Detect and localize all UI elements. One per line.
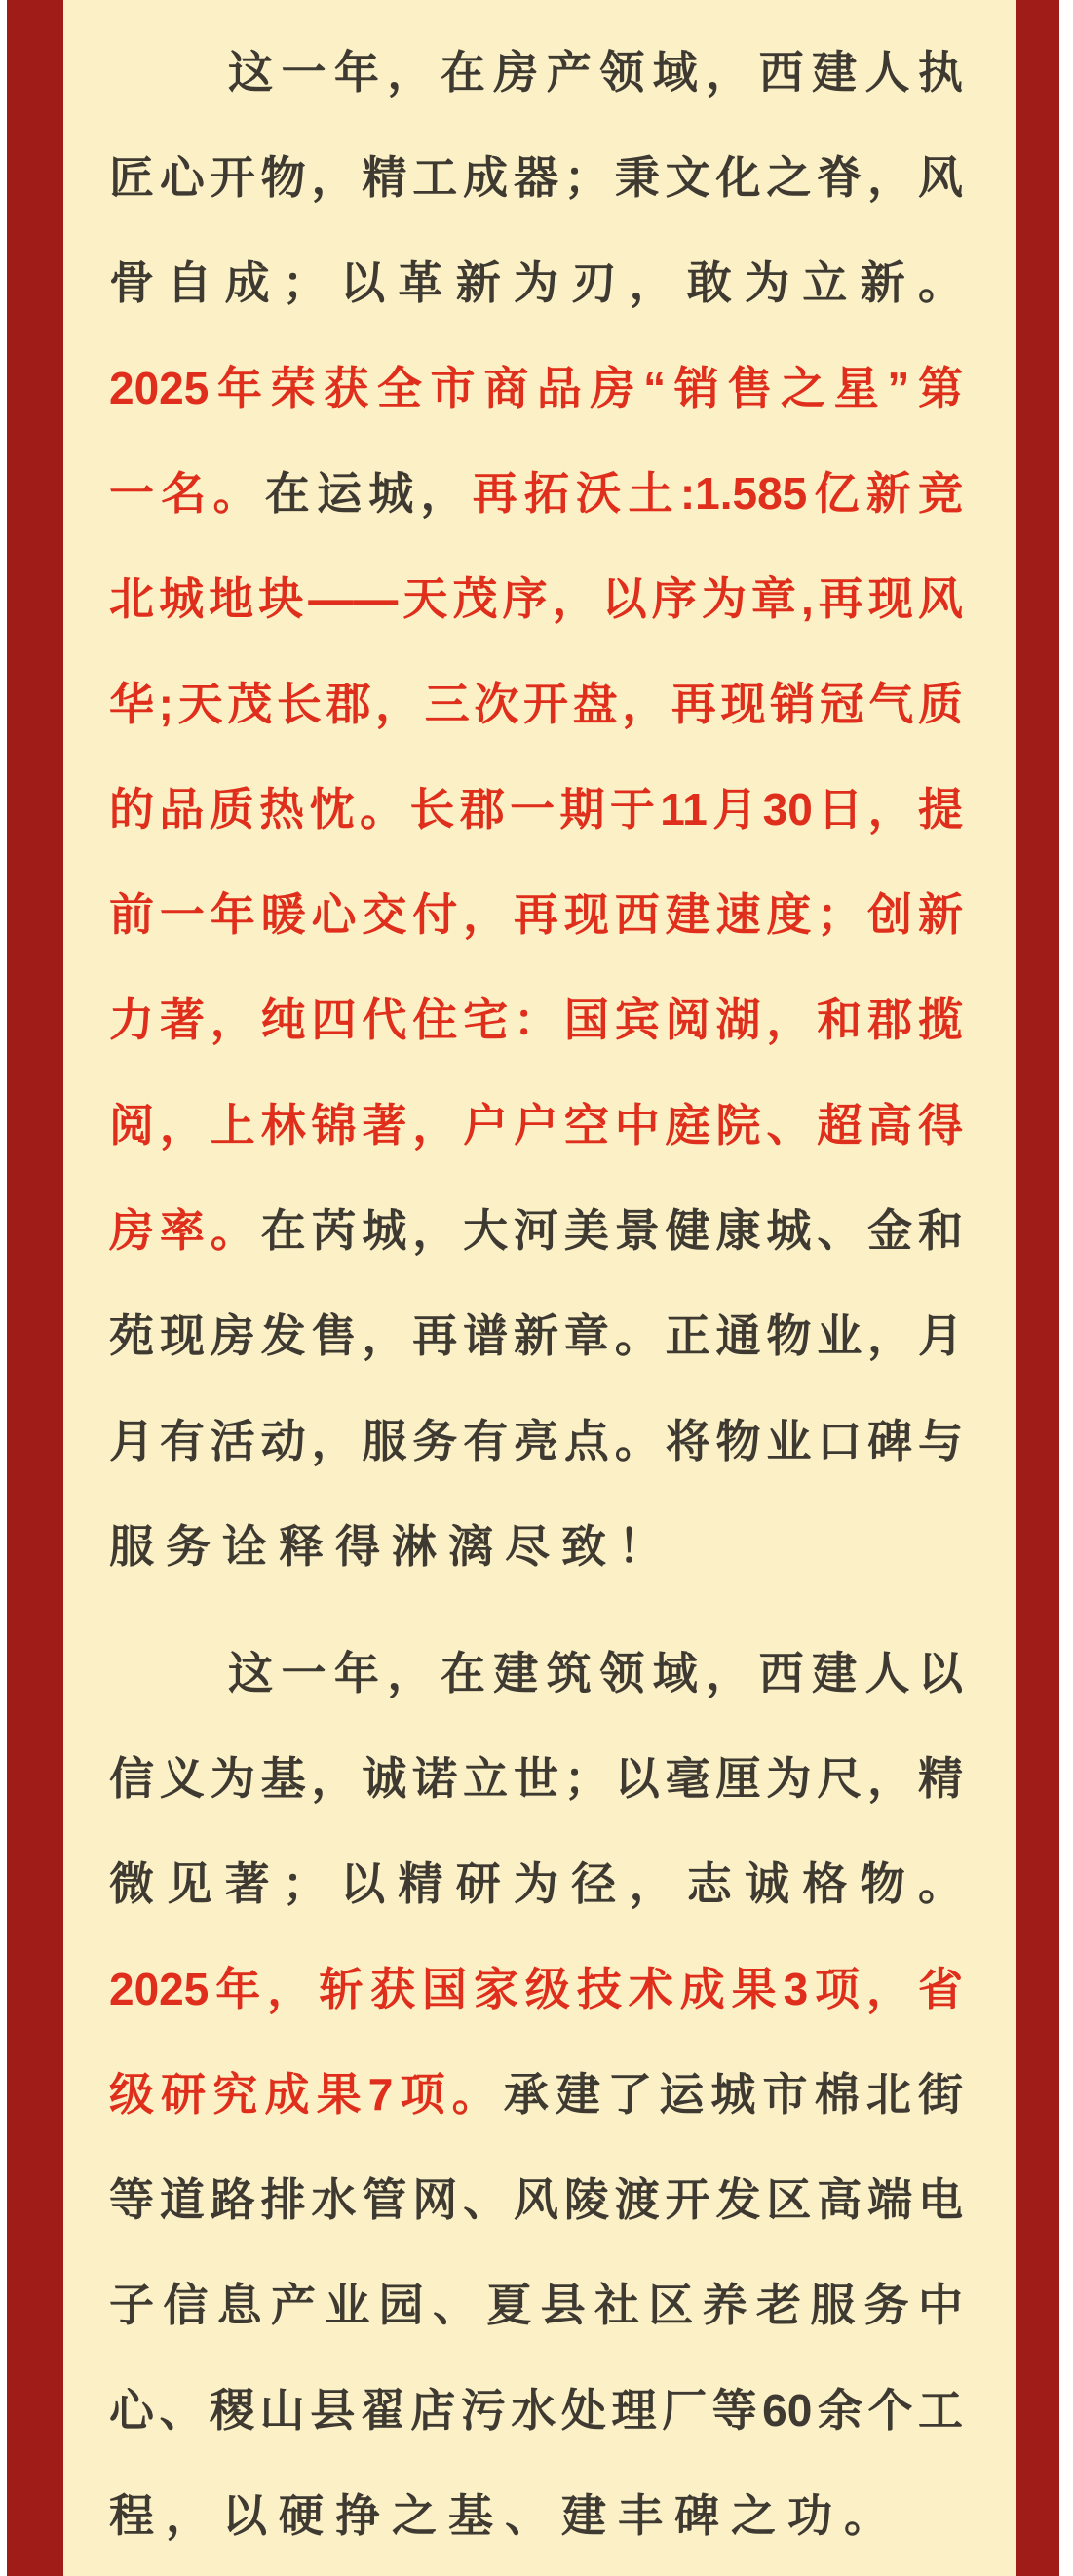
body-text: 子信息产业园、夏县社区养老服务中 <box>109 2280 963 2330</box>
body-text: 信义为基，诚诺立世；以毫厘为尺，精 <box>109 1753 963 1804</box>
text-line <box>109 967 963 1073</box>
body-text: 匠心开物，精工成器；秉文化之脊，风 <box>109 152 963 203</box>
left-border-bar <box>7 0 63 2576</box>
text-line <box>109 2463 963 2568</box>
body-text: 等道路排水管网、风陵渡开发区高端电 <box>109 2174 963 2225</box>
highlight-text: 再拓沃土:1.585亿新竞 <box>472 468 963 519</box>
paragraph-real-estate <box>109 20 963 1599</box>
highlight-text: 房率。 <box>109 1205 261 1256</box>
body-text: 月有活动，服务有亮点。将物业口碑与 <box>109 1416 963 1466</box>
body-text: 微见著；以精研为径，志诚格物。 <box>109 1858 963 1909</box>
text-line <box>109 757 963 862</box>
body-text: 骨自成；以革新为刃，敢为立新。 <box>109 257 963 308</box>
text-line <box>109 1178 963 1283</box>
right-border-bar <box>1016 0 1059 2576</box>
body-text: 在运城， <box>264 468 473 519</box>
text-line <box>109 1726 963 1831</box>
text-line <box>109 651 963 757</box>
paragraph-construction <box>109 1620 963 2568</box>
text-line <box>109 1388 963 1494</box>
highlight-text: 2025年，斩获国家级技术成果3项，省 <box>109 1964 963 2014</box>
text-line <box>109 230 963 335</box>
highlight-text: 阅，上林锦著，户户空中庭院、超高得 <box>109 1100 963 1151</box>
text-line <box>109 1831 963 1936</box>
body-text: 心、稷山县翟店污水处理厂等60余个工 <box>109 2385 963 2436</box>
text-line <box>109 1936 963 2042</box>
body-text: 苑现房发售，再谱新章。正通物业，月 <box>109 1310 963 1361</box>
body-text: 这一年，在建筑领域，西建人以 <box>228 1648 963 1698</box>
highlight-text: 一名。 <box>109 468 265 519</box>
text-line <box>109 862 963 967</box>
text-line <box>109 1494 963 1599</box>
text-line <box>109 2358 963 2463</box>
text-line <box>109 125 963 230</box>
body-text: 程，以硬挣之基、建丰碑之功。 <box>109 2490 901 2541</box>
text-line <box>109 2147 963 2252</box>
highlight-text: 前一年暖心交付，再现西建速度；创新 <box>109 889 963 940</box>
highlight-text: 华;天茂长郡，三次开盘，再现销冠气质 <box>109 679 963 729</box>
text-line <box>109 2252 963 2358</box>
highlight-text: 2025年荣获全市商品房“销售之星”第 <box>109 363 963 413</box>
text-line <box>109 1283 963 1388</box>
body-text: 这一年，在房产领域，西建人执 <box>228 47 963 98</box>
highlight-text: 级研究成果7项。 <box>109 2069 504 2120</box>
text-line <box>109 1620 963 1726</box>
text-line <box>109 2042 963 2147</box>
text-line <box>109 335 963 441</box>
body-text: 服务诠释得淋漓尽致！ <box>109 1521 674 1572</box>
body-text: 承建了运城市棉北街 <box>503 2069 963 2120</box>
text-line <box>109 20 963 125</box>
highlight-text: 的品质热忱。长郡一期于11月30日，提 <box>109 784 963 835</box>
text-line <box>109 1073 963 1178</box>
highlight-text: 北城地块——天茂序，以序为章,再现风 <box>109 573 963 624</box>
body-text: 在芮城，大河美景健康城、金和 <box>260 1205 963 1256</box>
highlight-text: 力著，纯四代住宅：国宾阅湖，和郡揽 <box>109 995 963 1045</box>
text-line <box>109 441 963 546</box>
article-body <box>63 0 1016 2576</box>
text-line <box>109 546 963 651</box>
